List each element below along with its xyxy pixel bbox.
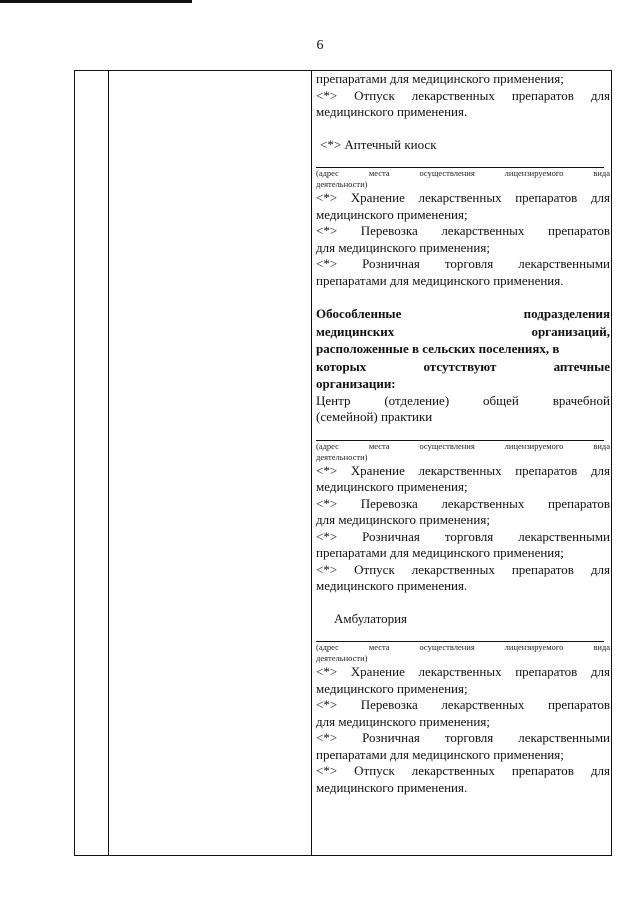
word: лицензируемого [504,168,564,178]
word: торговля [444,528,494,544]
word: <*> [316,256,338,271]
word: <*> [316,190,338,205]
service-line [316,763,610,780]
word: препаратами для медицинского применения; [316,545,564,560]
address-note [316,168,610,179]
word: препаратов [547,223,610,238]
word: вида [593,168,610,178]
address-note [316,642,610,653]
word: препаратов [515,190,578,205]
text-line: препаратами для медицинского применения; [316,71,564,86]
word: организаций, [531,323,610,339]
word: для медицинского применения; [316,512,490,527]
word: <*> [316,664,338,679]
word: Центр [316,392,351,408]
section-heading-line [316,323,610,341]
service-line [316,223,610,240]
word: вида [593,440,610,451]
word: места [368,642,390,652]
word: осуществления [419,440,475,451]
address-note-cont: деятельности) [316,451,368,462]
word: лекарственных [411,561,495,577]
word: препаратов [511,87,574,103]
service-line [316,562,610,579]
word: лекарственных [418,462,502,478]
text-line: медицинского применения. [316,104,468,119]
word: для [590,462,610,478]
facility-title-center [316,393,610,410]
service-line [316,578,610,595]
word: <*> [316,730,338,745]
word: медицинских [316,323,395,339]
word: медицинского применения. [316,779,468,795]
word: лекарственных [441,697,525,712]
page-number: 6 [316,38,324,53]
word: <*> [316,495,338,511]
word: Хранение [350,462,405,478]
service-line [316,529,610,546]
word: медицинского применения. [316,578,468,593]
text-line [316,88,610,105]
word: <*> [316,223,338,238]
word: для [590,87,610,103]
word: лицензируемого [504,440,564,451]
word: вида [593,642,610,652]
service-line [316,463,610,480]
word: торговля [444,730,494,745]
service-line [316,714,610,731]
word: (отделение) [384,392,450,408]
service-line [316,747,610,764]
word: лекарственными [518,256,610,271]
service-line [316,545,610,562]
word: места [368,440,390,451]
word: лекарственных [418,664,502,679]
service-line [316,496,610,513]
word: аптечные [553,358,610,374]
word: препаратов [511,763,574,778]
word: Перевозка [360,697,418,712]
word: лекарственных [411,87,495,103]
word: препаратов [515,462,578,478]
word: Отпуск [354,763,395,778]
word: <*> [316,528,338,544]
word: Обособленные [316,306,402,321]
word: Розничная [362,528,420,544]
activity-cell [316,71,612,796]
facility-title-kiosk: <*> Аптечный киоск [320,136,437,152]
word: <*> [316,763,338,778]
word: лекарственными [518,528,610,544]
word: препаратов [547,697,610,712]
word: лицензируемого [504,642,564,652]
service-line [316,780,610,797]
word: лекарственных [418,190,502,205]
word: медицинского применения; [316,680,468,696]
word: врачебной [552,392,610,408]
word: места [368,168,390,178]
word: Хранение [350,190,405,205]
word: Отпуск [354,561,395,577]
word: для [590,664,610,679]
word: Перевозка [360,495,418,511]
service-line: для медицинского применения; [316,239,490,255]
facility-title-center [316,409,610,426]
word: препаратами для медицинского применения; [316,746,564,762]
service-line [316,256,610,273]
word: препаратов [515,664,578,679]
section-heading-line [316,375,610,393]
address-note-cont: деятельности) [316,179,368,189]
word: для медицинского применения; [316,713,490,729]
column-divider-1 [108,71,109,855]
word: торговля [444,256,494,271]
service-line: препаратами для медицинского применения. [316,272,564,288]
section-heading-line [316,305,610,323]
word: расположенные в сельских поселениях, в [316,341,560,356]
word: Перевозка [360,223,418,238]
word: <*> [316,697,338,712]
service-line [316,697,610,714]
header-rule [0,0,192,3]
service-line [316,190,610,207]
word: для [590,561,610,577]
word: лекарственных [441,223,525,238]
word: отсутствуют [423,358,497,374]
word: лекарственных [411,763,495,778]
word: общей [483,392,519,408]
word: организации: [316,376,396,391]
service-line [316,479,610,496]
column-divider-2 [311,71,312,855]
word: (адрес [316,168,339,178]
word: лекарственными [518,730,610,745]
section-heading-line [316,358,610,376]
word: медицинского применения; [316,479,468,494]
word: Отпуск [354,87,395,103]
service-line [316,664,610,681]
word: (адрес [316,642,339,652]
service-line [316,730,610,747]
word: осуществления [419,168,475,178]
word: <*> [316,561,338,577]
section-heading-line [316,340,610,358]
word: для [590,190,610,205]
word: лекарственных [441,495,525,511]
word: которых [316,358,367,374]
service-line: медицинского применения; [316,206,468,222]
word: (семейной) практики [316,409,433,424]
word: <*> [316,87,338,103]
service-line [316,512,610,529]
address-note-cont: деятельности) [316,653,368,663]
word: (адрес [316,440,339,451]
word: препаратов [511,561,574,577]
word: <*> [316,462,338,478]
word: препаратов [547,495,610,511]
word: для [590,763,610,778]
facility-title-ambulatory: Амбулатория [334,610,408,626]
word: Розничная [362,730,420,745]
word: Розничная [362,256,420,271]
address-note [316,441,610,452]
word: подразделения [523,306,610,321]
service-line [316,681,610,698]
word: осуществления [419,642,475,652]
word: Хранение [350,664,405,679]
